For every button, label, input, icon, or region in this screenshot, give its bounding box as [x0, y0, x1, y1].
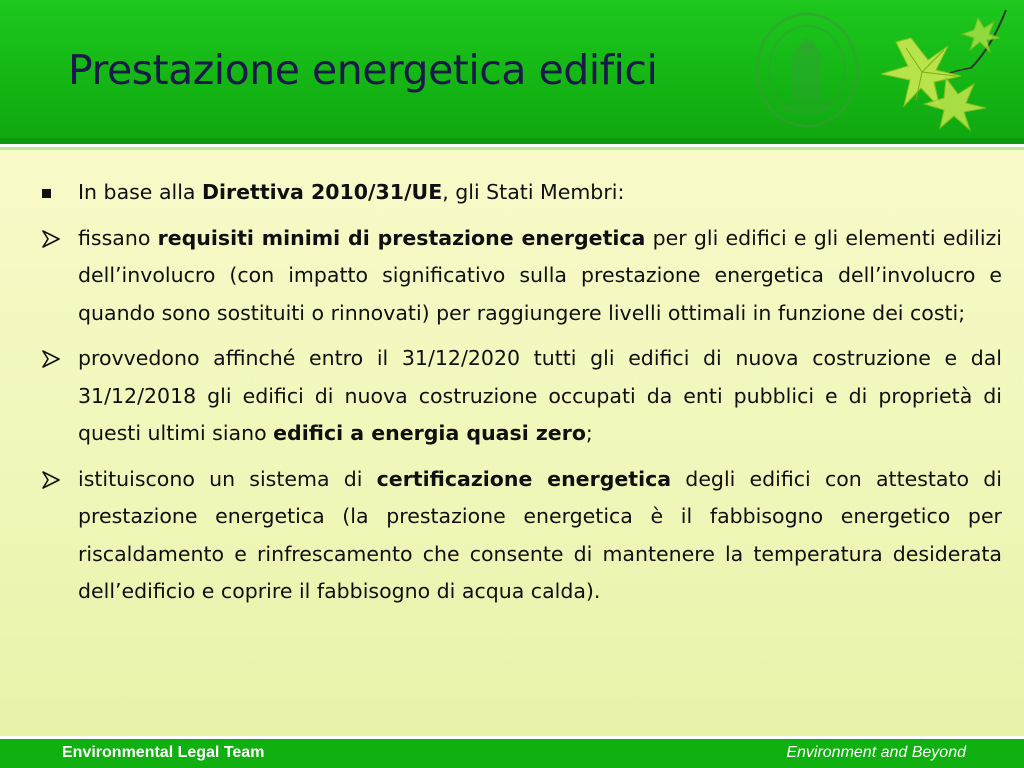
list-item [78, 461, 1002, 611]
arrow-bullet-icon [41, 471, 61, 489]
point-3-post: degli edifici con attestato di prestazione energetica (la prestazione energetica è il fabbisogno energetico per riscaldamento e rinfrescamento che consente di mantenere la temperatura desiderata dell’edificio e coprire il fabbisogno di acqua calda). [78, 466, 1002, 603]
list-item [78, 220, 1002, 333]
intro-post: , gli Stati Membri: [442, 180, 625, 204]
point-1-post: per gli edifici e gli elementi edilizi dell’involucro (con impatto significativo sulla prestazione energetica dell’involucro e quando sono sostituiti o rinnovati) per raggiungere livelli ottimali in funzione dei costi; [78, 225, 1002, 325]
point-2-pre: provvedono affinché entro il 31/12/2020 tutti gli edifici di nuova costruzione e dal 31/12/2018 gli edifici di nuova costruzione occupati da enti pubblici e di proprietà di questi ultimi siano [78, 346, 1002, 445]
arrow-bullet-icon [41, 230, 61, 248]
slide-footer [0, 736, 1024, 768]
point-3-pre: istituiscono un sistema di [78, 466, 377, 491]
footer-divider [0, 736, 1024, 739]
intro-item [78, 174, 1002, 212]
intro-bold: Direttiva 2010/31/UE [201, 180, 443, 204]
green-leaves-icon [866, 8, 1016, 133]
point-2-post: ; [585, 421, 593, 445]
university-seal-icon [752, 8, 862, 133]
point-1-bold: requisiti minimi di prestazione energetica [157, 225, 646, 250]
square-bullet-icon [42, 189, 51, 198]
body-text [0, 150, 1024, 603]
slide-title: Prestazione energetica edifici [68, 46, 658, 94]
footer-left-text: Environmental Legal Team [62, 744, 265, 761]
intro-pre: In base alla [78, 180, 202, 204]
point-2-bold: edifici a energia quasi zero [273, 421, 586, 445]
footer-right-text: Environment and Beyond [786, 744, 966, 761]
arrow-bullet-icon [41, 350, 61, 368]
slide-body [0, 150, 1024, 736]
point-3-bold: certificazione energetica [376, 466, 672, 491]
point-1-pre: fissano [78, 225, 158, 250]
slide-header [0, 0, 1024, 138]
list-item [78, 340, 1002, 453]
